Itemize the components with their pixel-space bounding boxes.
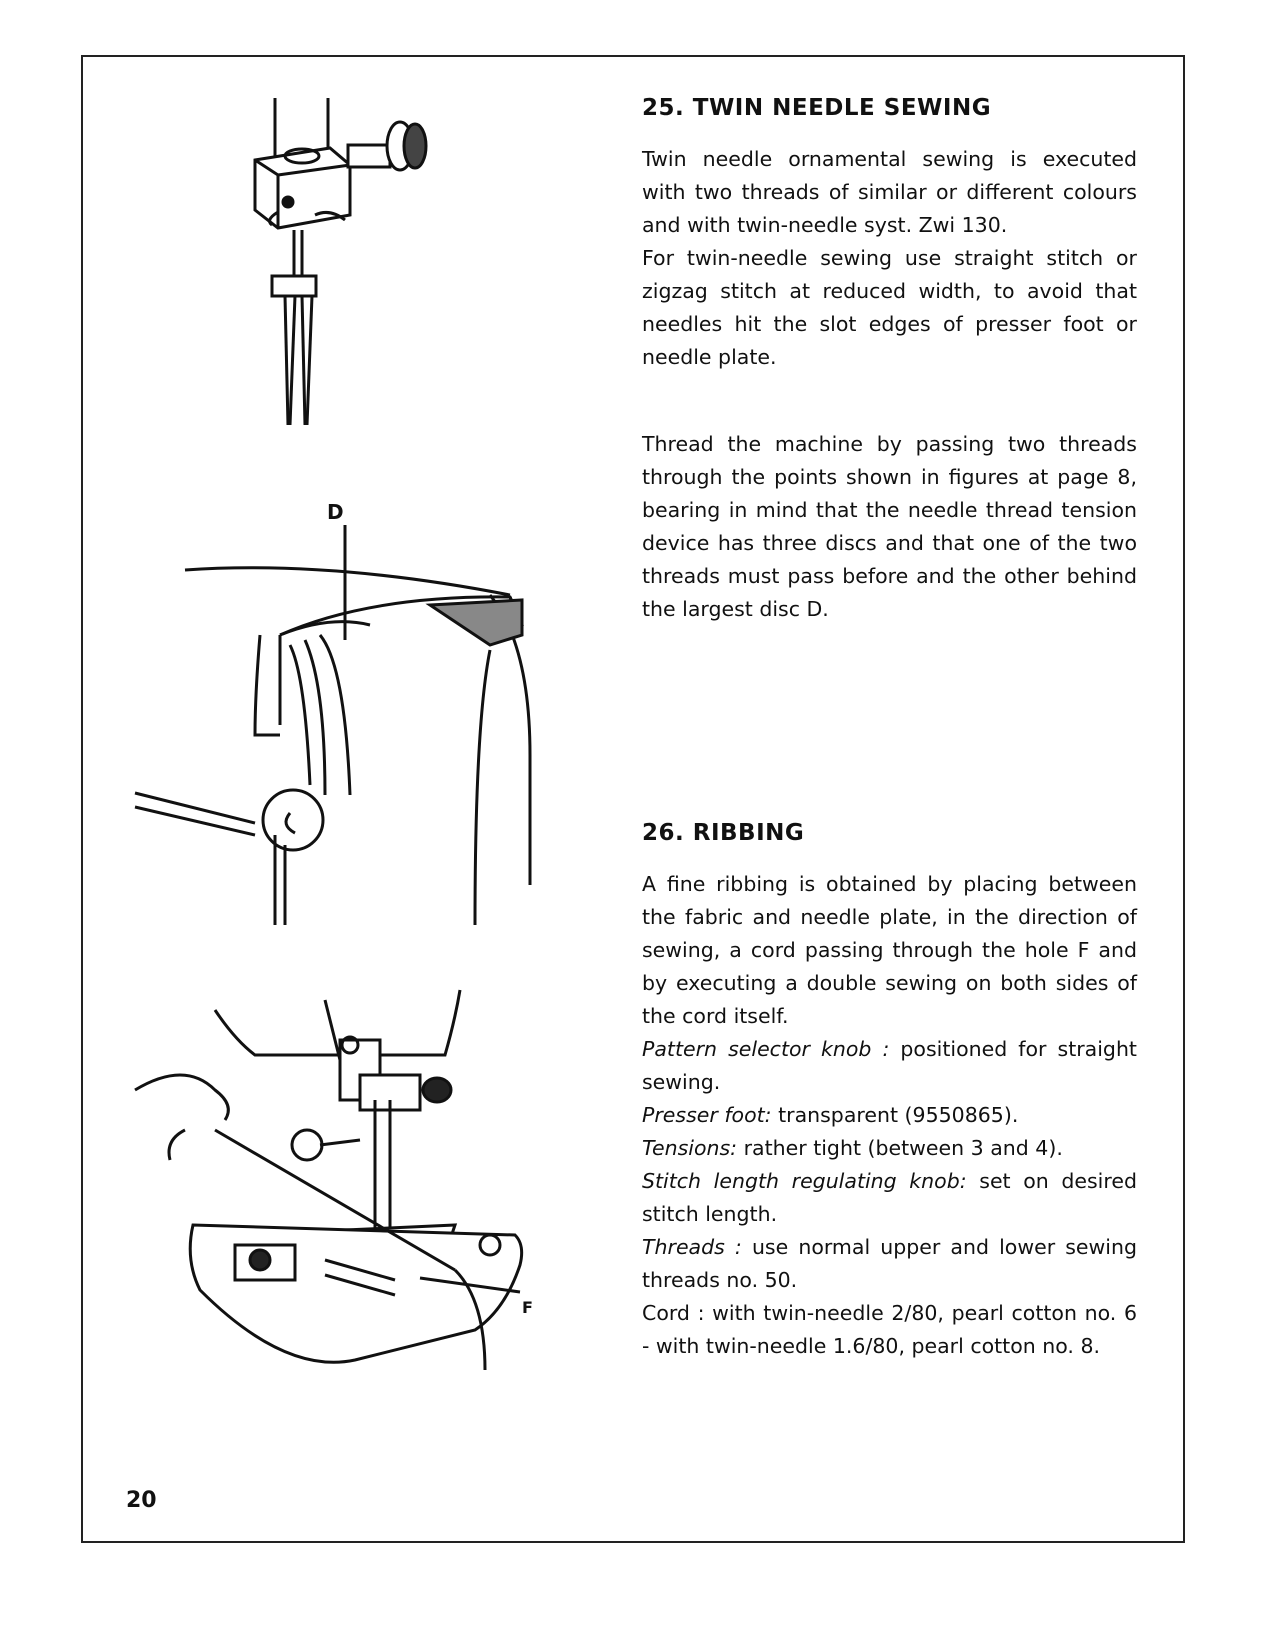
twin-needle-illustration: [230, 90, 450, 450]
spec-value: use normal upper and lower sewing threads no. 50.: [642, 1235, 1137, 1292]
ribbing-illustration: [125, 980, 565, 1380]
section-26-title: 26. RIBBING: [642, 820, 805, 846]
spec-label: Stitch length regulating knob:: [642, 1169, 967, 1193]
disc-label: D: [327, 500, 344, 524]
spec-label: Pattern selector knob :: [642, 1037, 890, 1061]
section-25-title: 25. TWIN NEEDLE SEWING: [642, 95, 992, 121]
section-25-para1: Twin needle ornamental sewing is executed with two threads of similar or different colours and with twin-needle syst. Zwi 130.: [642, 147, 1137, 237]
spec-value: transparent (9550865).: [778, 1103, 1019, 1127]
section-26-para1: A fine ribbing is obtained by placing between the fabric and needle plate, in the direction of sewing, a cord passing through the hole F and by executing a double sewing on both sides of the cord itself.: [642, 872, 1137, 1028]
spec-stitch-length: [642, 1165, 1137, 1231]
spec-label: Tensions:: [642, 1136, 738, 1160]
section-25-para2: For twin-needle sewing use straight stitch or zigzag stitch at reduced width, to avoid that needles hit the slot edges of presser foot or needle plate.: [642, 246, 1137, 369]
spec-value: rather tight (between 3 and 4).: [743, 1136, 1063, 1160]
section-26: [642, 817, 1137, 1363]
spec-threads: [642, 1231, 1137, 1297]
spec-presser-foot: [642, 1099, 1137, 1132]
spec-label: Presser foot:: [642, 1103, 772, 1127]
page-number: 20: [126, 1488, 157, 1513]
spec-value: positioned for straight sewing.: [642, 1037, 1137, 1094]
cord-spec: Cord : with twin-needle 2/80, pearl cotton no. 6 - with twin-needle 1.6/80, pearl cotton no. 8.: [642, 1301, 1137, 1358]
spec-pattern-selector: [642, 1033, 1137, 1099]
spec-value: set on desired stitch length.: [642, 1169, 1137, 1226]
hole-label: F: [522, 1298, 533, 1317]
section-25: [642, 92, 1137, 626]
spec-label: Threads :: [642, 1235, 742, 1259]
tension-disc-illustration: [130, 525, 540, 935]
spec-tensions: [642, 1132, 1137, 1165]
section-25-para3: Thread the machine by passing two threads through the points shown in figures at page 8, bearing in mind that the needle thread tension device has three discs and that one of the two threads must pass before and the other behind the largest disc D.: [642, 432, 1137, 621]
